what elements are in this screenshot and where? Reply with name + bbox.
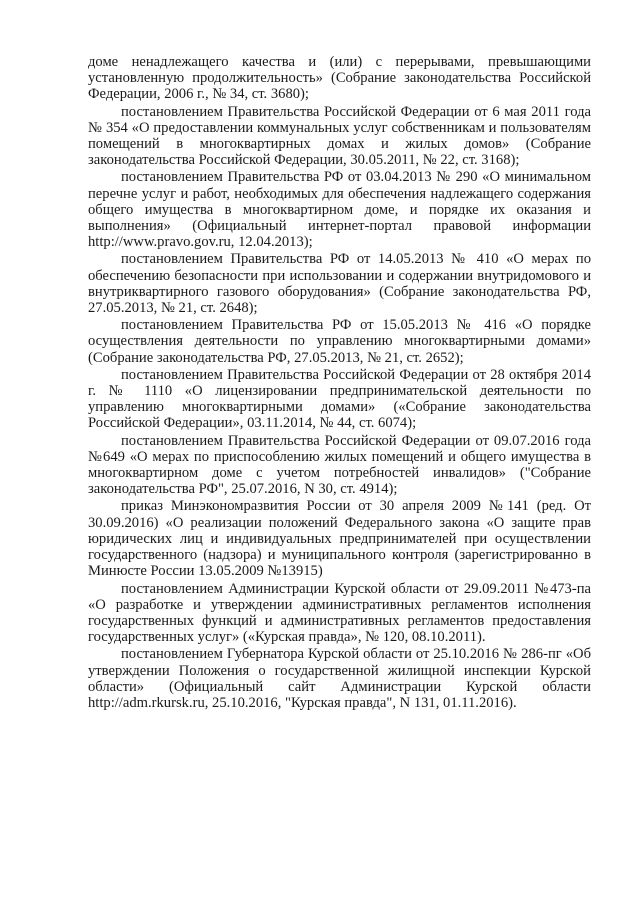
paragraph-resolution-290: постановлением Правительства РФ от 03.04.2013 № 290 «О минимальном перечне услуг и работ, необходимых для обеспечения надлежащего содержания общего имущества в многоквартирном доме, и порядке их оказания и выполнения» (Официальный интернет-портал правовой информации http://www.pravo.gov.ru, 12.04.2013); [88,169,591,251]
paragraph-resolution-649: постановлением Правительства Российской Федерации от 09.07.2016 года №649 «О мерах по приспособлению жилых помещений и общего имущества в многоквартирном доме с учетом потребностей инвалидов» ("Собрание законодательства РФ", 25.07.2016, N 30, ст. 4914); [88,432,591,498]
paragraph-order-141: приказ Минэкономразвития России от 30 апреля 2009 №141 (ред. От 30.09.2016) «О реализации положений Федерального закона «О защите прав юридических лиц и индивидуальных предпринимателей при осуществлении государственного (надзора) и муниципального контроля (зарегистрированно в Минюсте России 13.05.2009 №13915) [88,498,591,580]
paragraph-resolution-416: постановлением Правительства РФ от 15.05.2013 № 416 «О порядке осуществления деятельности по управлению многоквартирными домами» (Собрание законодательства РФ, 27.05.2013, № 21, ст. 2652); [88,317,591,366]
paragraph-resolution-354: постановлением Правительства Российской Федерации от 6 мая 2011 года № 354 «О предоставлении коммунальных услуг собственникам и пользователям помещений в многоквартирных домах и жилых домов» (Собрание законодательства Российской Федерации, 30.05.2011, № 22, ст. 3168); [88,103,591,169]
paragraph-resolution-473: постановлением Администрации Курской области от 29.09.2011 №473-па «О разработке и утверждении административных регламентов исполнения государственных функций и административных регламентов предоставления государственных услуг» («Курская правда», № 120, 08.10.2011). [88,580,591,646]
paragraph-resolution-1110: постановлением Правительства Российской Федерации от 28 октября 2014 г. № 1110 «О лицензировании предпринимательской деятельности по управлению многоквартирными домами» («Собрание законодательства Российской Федерации», 03.11.2014, № 44, ст. 6074); [88,366,591,432]
paragraph-housing-continuation: доме ненадлежащего качества и (или) с перерывами, превышающими установленную продолжительность» (Собрание законодательства Российской Федерации, 2006 г., № 34, ст. 3680); [88,54,591,103]
paragraph-resolution-410: постановлением Правительства РФ от 14.05.2013 № 410 «О мерах по обеспечению безопасности при использовании и содержании внутридомового и внутриквартирного газового оборудования» (Собрание законодательства РФ, 27.05.2013, № 21, ст. 2648); [88,251,591,317]
paragraph-resolution-286: постановлением Губернатора Курской области от 25.10.2016 № 286-пг «Об утверждении Положения о государственной жилищной инспекции Курской области» (Официальный сайт Администрации Курской области http://adm.rkursk.ru, 25.10.2016, "Курская правда", N 131, 01.11.2016). [88,646,591,711]
document-body [88,54,591,712]
